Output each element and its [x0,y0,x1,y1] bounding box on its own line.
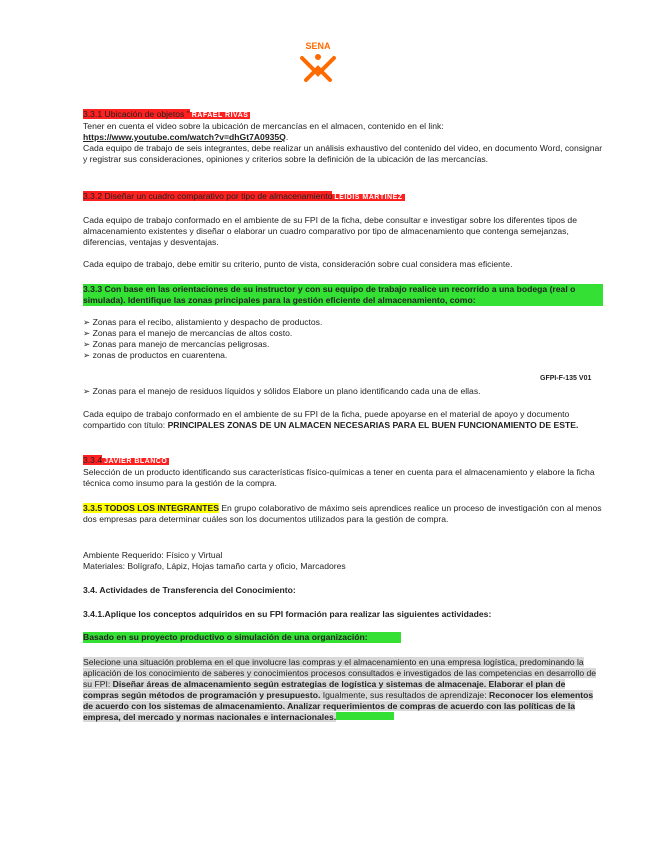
section-331-line1: Tener en cuenta el video sobre la ubicación de mercancías en el almacen, contenido en el link: [83,121,444,131]
section-335 [83,503,603,525]
section-333-p1-bold: PRINCIPALES ZONAS DE UN ALMACEN NECESARIAS PARA EL BUEN FUNCIONAMIENTO DE ESTE. [167,420,579,430]
section-331 [83,109,603,165]
final-bold-1: Diseñar áreas de almacenamiento según estrategias de logística y sistemas de almacenaje. Elaborar el plan de compras según métodos de programación y presupuesto. [83,679,566,700]
basado-line [83,632,603,643]
section-332-heading: 3.3.2 Diseñar un cuadro comparativo por tipo de almacenamiento [83,191,333,201]
section-334-heading: 3.3.4 [83,455,103,465]
form-code: GFPI-F-135 V01 [540,375,592,382]
section-334 [83,455,603,489]
bullet-item: ➢ Zonas para el manejo de residuos líquidos y sólidos Elabore un plano identificando cada una de ellas. [83,386,481,396]
section-333-heading: 3.3.3 Con base en las orientaciones de su instructor y con su equipo de trabajo realice un recorrido a una bodega (real o simulada). Identifique las zonas principales para la gestión eficiente del almacenamiento, como: [83,284,603,306]
sena-logo-text: SENA [305,41,331,51]
section-332-p2: Cada equipo de trabajo, debe emitir su criterio, punto de vista, consideración sobre cual considera mas eficiente. [83,259,513,269]
bullet-item: ➢ Zonas para el recibo, alistamiento y despacho de productos. [83,317,323,327]
section-335-heading: 3.3.5 TODOS LOS INTEGRANTES [83,503,219,513]
final-text-2: Igualmente, sus resultados de aprendizaje: [320,690,487,700]
materiales-text: Materiales: Bolígrafo, Lápiz, Hojas tamaño carta y oficio, Marcadores [83,561,346,571]
final-text-1: Selecione una situación problema en el que involucre las compras y el almacenamiento en una empresa logística, predominando la aplicación de los conocimiento de saberes y conocimientos procesos consultados e investigados de las competencias en desarrollo de su FPI: [83,657,597,689]
assignee-tag-rafael: RAFAEL RIVAS [191,112,249,119]
section-341-heading: 3.4.1.Aplique los conceptos adquiridos en su FPI formación para realizar las siguientes actividades: [83,609,492,619]
section-333 [83,284,603,361]
section-332 [83,191,603,270]
section-334-body: Selección de un producto identificando sus características físico-químicas a tener en cuenta para el almacenamiento y elabore la ficha técnica como insumo para la gestión de la compra. [83,467,595,488]
bullet-item: ➢ Zonas para manejo de mercancías peligrosas. [83,339,270,349]
green-highlight-mark [336,712,394,720]
section-335-body: En grupo colaborativo de máximo seis aprendices realice un proceso de investigación con al menos dos empresas para determinar cuáles son los documentos utilizados para la gestión de compra. [83,503,602,524]
bullet-item: ➢ zonas de productos en cuarentena. [83,350,228,360]
assignee-tag-javier: JAVIER BLANCO [104,458,168,465]
final-paragraph [83,657,603,723]
bullet-item: ➢ Zonas para el manejo de mercancías de altos costo. [83,328,293,338]
section-331-body: Cada equipo de trabajo de seis integrantes, debe realizar un análisis exhaustivo del contenido del video, en documento Word, consignar y registrar sus consideraciones, opiniones y criterios sobre la definición de la ubicación de las mercancías. [83,143,603,164]
ambiente-text: Ambiente Requerido: Físico y Virtual [83,550,223,560]
sena-logo [296,40,340,84]
section-333-p1-text: Cada equipo de trabajo conformado en el ambiente de su FPI de la ficha, puede apoyarse en el material de apoyo y documento compartido con título: [83,409,570,430]
youtube-link[interactable]: https://www.youtube.com/watch?v=dhGt7A0935Q [83,132,286,142]
section-34-heading: 3.4. Actividades de Transferencia del Conocimiento: [83,585,296,595]
section-333-p1 [83,409,603,431]
section-331-heading: 3.3.1 Ubicación de objetos " [83,109,190,119]
assignee-tag-leidis: LEIDIS MARTINEZ [334,194,403,201]
final-bold-2: Reconocer los elementos de acuerdo con los sistemas de almacenamiento. Analizar requerimientos de compras de acuerdo con las políticas de la empresa, del mercado y normas nacionales e internacionales. [83,690,594,722]
basado-text: Basado en su proyecto productivo o simulación de una organización: [83,632,401,643]
link-suffix: . [285,132,289,142]
section-332-p1: Cada equipo de trabajo conformado en el ambiente de su FPI de la ficha, debe consultar e investigar sobre los diferentes tipos de almacenamiento existentes y diseñar o elaborar un cuadro comparativo por tipo de almacenamiento que contenga semejanzas, diferencias, ventajas y desventajas. [83,215,577,247]
